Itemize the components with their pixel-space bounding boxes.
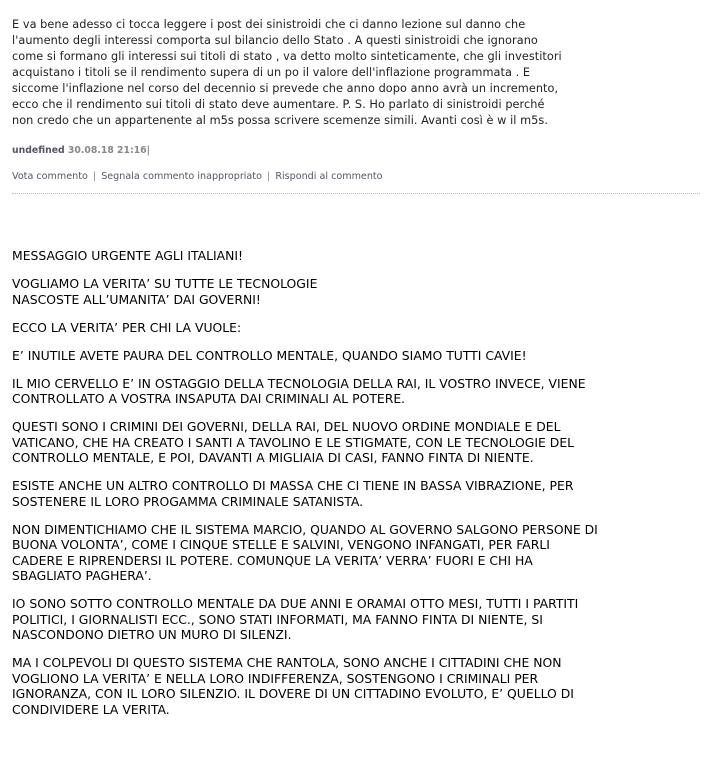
post-line: POLITICI, I GIORNALISTI ECC., SONO STATI INFORMATI, MA FANNO FINTA DI NIENTE, SI [12, 611, 543, 627]
post-line: VOGLIAMO LA VERITA’ SU TUTTE LE TECNOLOGIE [12, 276, 318, 291]
comment-divider [12, 193, 700, 194]
post-paragraph [12, 348, 702, 364]
post-line: MESSAGGIO URGENTE AGLI ITALIANI! [12, 248, 244, 263]
post-line: QUESTI SONO I CRIMINI DEI GOVERNI, DELLA RAI, DEL NUOVO ORDINE MONDIALE E DEL [12, 419, 561, 434]
post-line: NASCOSTE ALL’UMANITA’ DAI GOVERNI! [12, 291, 261, 307]
report-comment-link[interactable]: Segnala commento inappropriato [101, 171, 262, 182]
comment-meta [12, 145, 702, 157]
post-line: E’ INUTILE AVETE PAURA DEL CONTROLLO MENTALE, QUANDO SIAMO TUTTI CAVIE! [12, 347, 527, 363]
post-paragraph [12, 276, 702, 307]
action-separator: | [92, 171, 97, 182]
action-separator: | [267, 171, 271, 182]
post-paragraph [12, 376, 702, 407]
post-line: SOSTENERE IL LORO PROGAMMA CRIMINALE SATANISTA. [12, 493, 364, 509]
comment-line: non credo che un appartenente al m5s possa scrivere scemenze simili. Avanti così è w il m5s. [12, 114, 548, 127]
comment-body [12, 17, 702, 129]
post-line: IGNORANZA, CON IL LORO SILENZIO. IL DOVERE DI UN CITTADINO EVOLUTO, E’ QUELLO DI [12, 686, 574, 701]
post-paragraph [12, 596, 702, 643]
post-line: IL MIO CERVELLO E’ IN OSTAGGIO DELLA TECNOLOGIA DELLA RAI, IL VOSTRO INVECE, VIENE [12, 375, 586, 391]
post-paragraph [12, 248, 702, 264]
post-paragraph [12, 419, 702, 466]
post-line: VATICANO, CHE HA CREATO I SANTI A TAVOLINO E LE STIGMATE, CON LE TECNOLOGIE DEL [12, 434, 575, 450]
post-body [12, 248, 702, 717]
comment-timestamp: 30.08.18 21:16| [67, 145, 151, 156]
reply-comment-link[interactable]: Rispondi al commento [275, 171, 383, 182]
post-paragraph [12, 478, 702, 509]
post-paragraph [12, 320, 702, 336]
comment-author: undefined [12, 145, 65, 156]
post-line: ESISTE ANCHE UN ALTRO CONTROLLO DI MASSA CHE CI TIENE IN BASSA VIBRAZIONE, PER [12, 478, 574, 493]
vote-comment-link[interactable]: Vota commento [12, 171, 88, 182]
post-line: CADERE E RIPRENDERSI IL POTERE. COMUNQUE LA VERITA’ VERRA’ FUORI E CHI HA [12, 552, 533, 568]
post-paragraph [12, 655, 702, 717]
post-line: CONDIVIDERE LA VERITA. [12, 701, 170, 717]
post-line: IO SONO SOTTO CONTROLLO MENTALE DA DUE ANNI E ORAMAI OTTO MESI, TUTTI I PARTITI [12, 596, 579, 611]
comment-line: siccome l'inflazione nel corso del decennio si prevede che anno dopo anno avrà un incremento, [12, 82, 559, 95]
post-line: VOGLIONO LA VERITA’ E NELLA LORO INDIFFERENZA, SOSTENGONO I CRIMINALI PER [12, 670, 539, 686]
comment-line: l'aumento degli interessi comporta sul bilancio dello Stato . A questi sinistroidi che ignorano [12, 34, 538, 47]
comment-line: ecco che il rendimento sui titoli di stato deve aumentare. P. S. Ho parlato di sinistroidi perché [12, 98, 545, 111]
post-paragraph [12, 522, 702, 584]
comment-line: acquistano i titoli se il rendimento supera di un po il valore dell'inflazione programmata . E [12, 66, 531, 79]
post-line: SBAGLIATO PAGHERA’. [12, 568, 152, 583]
comment-line: come si formano gli interessi sui titoli di stato , va detto molto sinteticamente, che gli investitori [12, 50, 562, 63]
post-line: CONTROLLATO A VOSTRA INSAPUTA DAI CRIMINALI AL POTERE. [12, 391, 406, 406]
comment-line: E va bene adesso ci tocca leggere i post dei sinistroidi che ci danno lezione sul danno che [12, 18, 526, 31]
post-line: NON DIMENTICHIAMO CHE IL SISTEMA MARCIO, QUANDO AL GOVERNO SALGONO PERSONE DI [12, 521, 598, 537]
post-line: CONTROLLO MENTALE, E POI, DAVANTI A MIGLIAIA DI CASI, FANNO FINTA DI NIENTE. [12, 450, 534, 465]
page [12, 0, 702, 730]
post-line: MA I COLPEVOLI DI QUESTO SISTEMA CHE RANTOLA, SONO ANCHE I CITTADINI CHE NON [12, 655, 562, 670]
comment-actions [12, 171, 702, 183]
post-line: NASCONDONO DIETRO UN MURO DI SILENZI. [12, 627, 292, 642]
post-line: ECCO LA VERITA’ PER CHI LA VUOLE: [12, 319, 242, 335]
post-line: BUONA VOLONTA’, COME I CINQUE STELLE E SALVINI, VENGONO INFANGATI, PER FARLI [12, 537, 550, 552]
